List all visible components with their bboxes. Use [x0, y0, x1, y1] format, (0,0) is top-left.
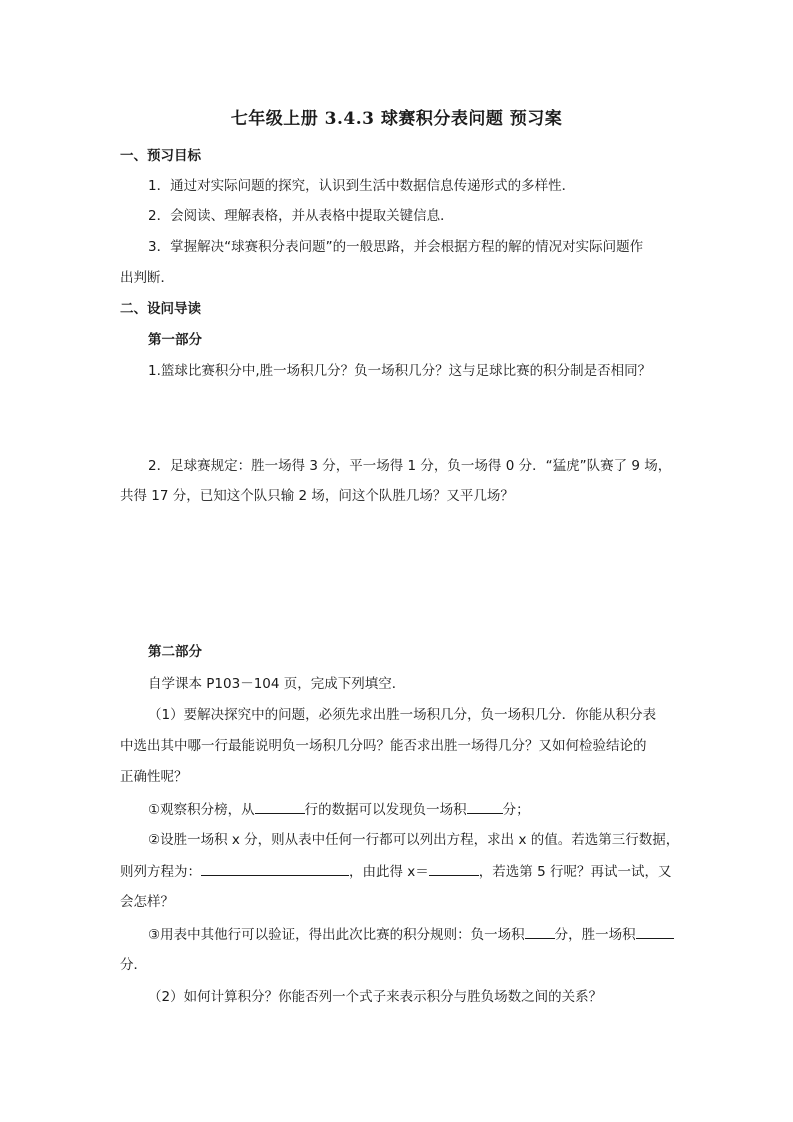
- step-2-text-c: ，由此得 x＝: [349, 864, 429, 880]
- fill-blank-win-score[interactable]: [636, 924, 674, 939]
- step-3-line2: 分．: [120, 957, 147, 973]
- fill-blank-lose-points[interactable]: [467, 799, 503, 814]
- part2-intro: 自学课本 P103－104 页，完成下列填空．: [148, 676, 406, 692]
- goal-item-3: 3．掌握解决“球赛积分表问题”的一般思路，并会根据方程的解的情况对实际问题作: [148, 239, 644, 255]
- step-2-line3: 会怎样？: [120, 894, 174, 910]
- step-2-text-b: 则列方程为：: [120, 864, 201, 880]
- part1-question-1: 1.篮球比赛积分中,胜一场积几分？负一场积几分？这与足球比赛的积分制是否相同？: [148, 363, 652, 379]
- goal-item-3-cont: 出判断．: [120, 270, 174, 286]
- step-1: [148, 799, 708, 820]
- part2-heading: 第二部分: [148, 644, 202, 660]
- step-3-line1: [148, 924, 708, 945]
- step-2-line2: [120, 861, 680, 882]
- fill-blank-x-value[interactable]: [429, 861, 479, 876]
- fill-blank-row[interactable]: [255, 799, 305, 814]
- goal-item-2: 2．会阅读、理解表格，并从表格中提取关键信息．: [148, 208, 454, 224]
- step-1-text-b: 行的数据可以发现负一场积: [304, 802, 467, 818]
- part1-heading: 第一部分: [148, 332, 202, 348]
- step-2-line1: ②设胜一场积 x 分，则从表中任何一行都可以列出方程，求出 x 的值。若选第三行数据，: [148, 832, 680, 848]
- part2-q1-line2: 中选出其中哪一行最能说明负一场积几分吗？能否求出胜一场得几分？又如何检验结论的: [120, 738, 647, 754]
- step-1-text-a: ①观察积分榜，从: [148, 802, 255, 818]
- part2-q1-line1: （1）要解决探究中的问题，必须先求出胜一场积几分，负一场积几分．你能从积分表: [148, 707, 657, 723]
- fill-blank-equation[interactable]: [201, 861, 349, 876]
- part1-question-2-line1: 2．足球赛规定：胜一场得 3 分，平一场得 1 分，负一场得 0 分．“猛虎”队赛了 9 场，: [148, 458, 672, 474]
- part2-q1-line3: 正确性呢？: [120, 769, 188, 785]
- page-title: 七年级上册 3.4.3 球赛积分表问题 预习案: [230, 109, 563, 129]
- fill-blank-loss-score[interactable]: [525, 924, 555, 939]
- section-heading-goals: 一、预习目标: [120, 148, 201, 164]
- step-3-text-a: ③用表中其他行可以验证，得出此次比赛的积分规则：负一场积: [148, 927, 525, 943]
- step-2-text-d: ，若选第 5 行呢？再试一试，又: [478, 864, 672, 880]
- section-heading-guide: 二、设问导读: [120, 301, 201, 317]
- step-3-text-b: 分，胜一场积: [554, 927, 636, 943]
- goal-item-1: 1．通过对实际问题的探究，认识到生活中数据信息传递形式的多样性．: [148, 178, 576, 194]
- part2-question-2: （2）如何计算积分？你能否列一个式子来表示积分与胜负场数之间的关系？: [148, 989, 603, 1005]
- part1-question-2-line2: 共得 17 分，已知这个队只输 2 场，问这个队胜几场？又平几场？: [120, 488, 514, 504]
- step-1-text-c: 分；: [502, 802, 530, 818]
